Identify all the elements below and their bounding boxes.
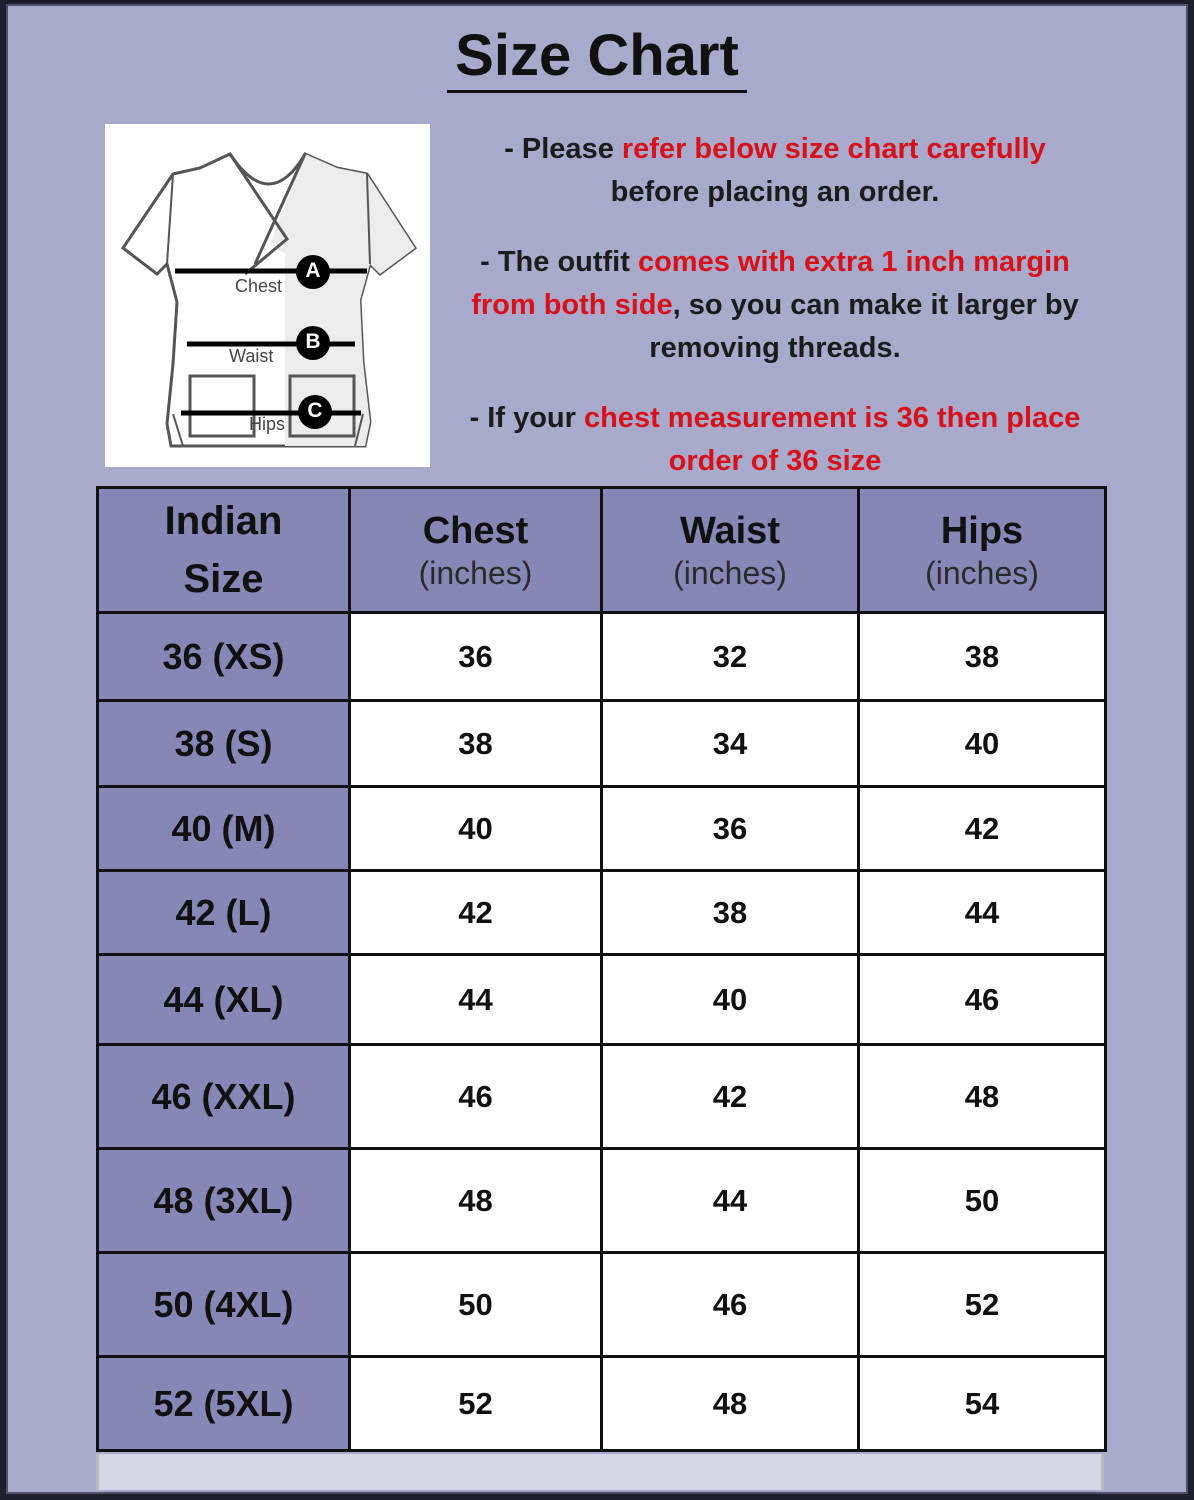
note-3: - If your chest measurement is 36 then place order of 36 size: [469, 402, 1081, 477]
chest-cell: 46: [350, 1045, 602, 1149]
chest-cell: 50: [350, 1253, 602, 1357]
hips-cell: 46: [859, 955, 1106, 1045]
marker-c: C: [307, 399, 323, 422]
marker-a: A: [305, 259, 321, 282]
label-waist: Waist: [229, 346, 274, 366]
bottom-strip: [96, 1454, 1104, 1490]
table-row: [98, 787, 1106, 871]
table-row: [98, 1253, 1106, 1357]
waist-cell: 48: [602, 1357, 859, 1451]
chest-cell: 36: [350, 613, 602, 701]
table-row: [98, 1149, 1106, 1253]
chest-cell: 38: [350, 701, 602, 787]
size-cell: 44 (XL): [98, 955, 350, 1045]
waist-cell: 46: [602, 1253, 859, 1357]
size-cell: 50 (4XL): [98, 1253, 350, 1357]
table-row: [98, 871, 1106, 955]
chest-cell: 40: [350, 787, 602, 871]
hips-cell: 38: [859, 613, 1106, 701]
table-header-row: [98, 488, 1106, 613]
waist-cell: 42: [602, 1045, 859, 1149]
instructions: [460, 128, 1090, 510]
header-waist: Waist (inches): [602, 488, 859, 613]
marker-b: B: [305, 330, 321, 353]
hips-cell: 40: [859, 701, 1106, 787]
note-1: - Please refer below size chart carefully before placing an order.: [504, 133, 1046, 208]
size-cell: 46 (XXL): [98, 1045, 350, 1149]
size-cell: 42 (L): [98, 871, 350, 955]
header-indian-size: Indian Size: [98, 488, 350, 613]
waist-cell: 34: [602, 701, 859, 787]
header-hips: Hips (inches): [859, 488, 1106, 613]
table-row: [98, 955, 1106, 1045]
label-chest: Chest: [235, 276, 283, 296]
size-cell: 48 (3XL): [98, 1149, 350, 1253]
waist-cell: 40: [602, 955, 859, 1045]
size-cell: 40 (M): [98, 787, 350, 871]
chest-cell: 44: [350, 955, 602, 1045]
waist-cell: 32: [602, 613, 859, 701]
note-2: - The outfit comes with extra 1 inch margin from both side, so you can make it larger by removing threads.: [471, 246, 1079, 364]
hips-cell: 52: [859, 1253, 1106, 1357]
hips-cell: 54: [859, 1357, 1106, 1451]
table-row: [98, 613, 1106, 701]
measurement-diagram: [105, 124, 430, 467]
hips-cell: 42: [859, 787, 1106, 871]
chest-cell: 52: [350, 1357, 602, 1451]
size-table: [96, 486, 1107, 1452]
header-chest: Chest (inches): [350, 488, 602, 613]
chest-cell: 48: [350, 1149, 602, 1253]
size-cell: 36 (XS): [98, 613, 350, 701]
size-cell: 52 (5XL): [98, 1357, 350, 1451]
waist-cell: 44: [602, 1149, 859, 1253]
page-title: Size Chart: [0, 22, 1194, 89]
table-row: [98, 701, 1106, 787]
hips-cell: 50: [859, 1149, 1106, 1253]
hips-cell: 48: [859, 1045, 1106, 1149]
waist-cell: 36: [602, 787, 859, 871]
size-cell: 38 (S): [98, 701, 350, 787]
table-row: [98, 1045, 1106, 1149]
table-row: [98, 1357, 1106, 1451]
chest-cell: 42: [350, 871, 602, 955]
hips-cell: 44: [859, 871, 1106, 955]
label-hips: Hips: [249, 414, 286, 434]
waist-cell: 38: [602, 871, 859, 955]
